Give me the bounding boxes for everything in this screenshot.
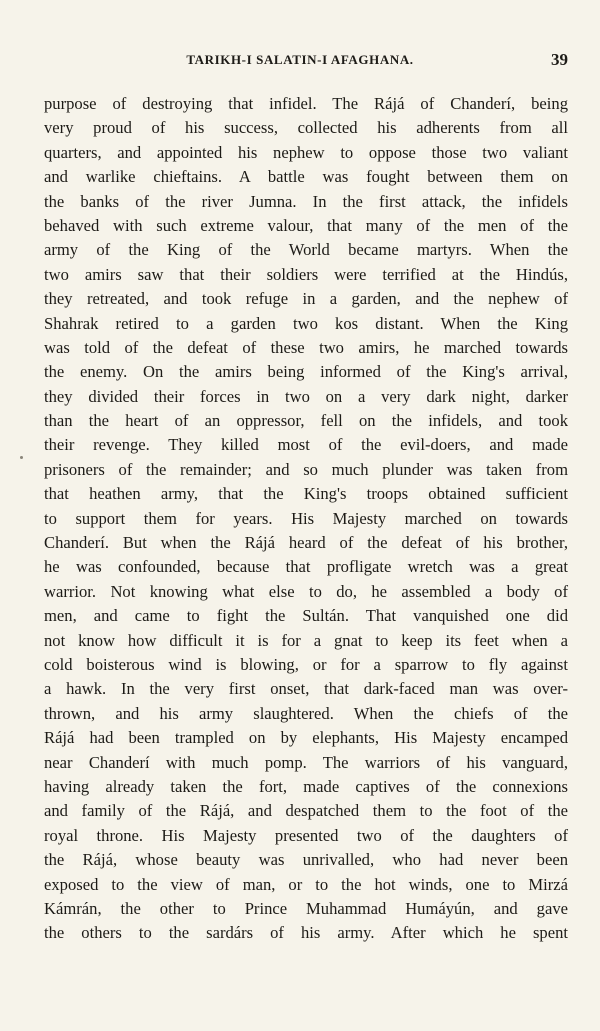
text-line: they retreated, and took refuge in a garden, and the nephew of <box>44 289 568 309</box>
text-line: cold boisterous wind is blowing, or for a sparrow to fly against <box>44 654 568 674</box>
text-line: the others to the sardárs of his army. After which he spent <box>44 923 568 943</box>
text-line: royal throne. His Majesty presented two of the daughters of <box>44 825 568 845</box>
running-title: TARIKH-I SALATIN-I AFAGHANA. <box>186 52 414 67</box>
text-line: very proud of his success, collected his adherents from all <box>44 118 568 138</box>
text-line: and warlike chieftains. A battle was fought between them on <box>44 167 568 187</box>
text-line: was told of the defeat of these two amirs, he marched towards <box>44 337 568 357</box>
text-line: men, and came to fight the Sultán. That vanquished one did <box>44 606 568 626</box>
text-line: the Rájá, whose beauty was unrivalled, who had never been <box>44 850 568 870</box>
text-line: warrior. Not knowing what else to do, he assembled a body of <box>44 581 568 601</box>
text-line: near Chanderí with much pomp. The warriors of his vanguard, <box>44 752 568 772</box>
text-line: the banks of the river Jumna. In the first attack, the infidels <box>44 191 568 211</box>
text-line: behaved with such extreme valour, that many of the men of the <box>44 215 568 235</box>
text-line: two amirs saw that their soldiers were terrified at the Hindús, <box>44 264 568 284</box>
text-line: Shahrak retired to a garden two kos distant. When the King <box>44 313 568 333</box>
text-line: that heathen army, that the King's troops obtained sufficient <box>44 484 568 504</box>
text-line: army of the King of the World became martyrs. When the <box>44 240 568 260</box>
text-line: a hawk. In the very first onset, that dark-faced man was over- <box>44 679 568 699</box>
text-line: prisoners of the remainder; and so much plunder was taken from <box>44 459 568 479</box>
text-line: having already taken the fort, made captives of the connexions <box>44 776 568 796</box>
text-line: thrown, and his army slaughtered. When the chiefs of the <box>44 703 568 723</box>
margin-dot <box>20 456 23 459</box>
text-line: to support them for years. His Majesty marched on towards <box>44 508 568 528</box>
text-line: Kámrán, the other to Prince Muhammad Humáyún, and gave <box>44 898 568 918</box>
body-text <box>44 92 568 946</box>
page-number: 39 <box>551 50 568 69</box>
text-line: the enemy. On the amirs being informed of the King's arrival, <box>44 362 568 382</box>
text-line: than the heart of an oppressor, fell on the infidels, and took <box>44 411 568 431</box>
text-line: Chanderí. But when the Rájá heard of the defeat of his brother, <box>44 533 568 553</box>
text-line: not know how difficult it is for a gnat to keep its feet when a <box>44 630 568 650</box>
text-line: quarters, and appointed his nephew to oppose those two valiant <box>44 142 568 162</box>
text-line: their revenge. They killed most of the evil-doers, and made <box>44 435 568 455</box>
page-header <box>0 52 600 72</box>
text-line: and family of the Rájá, and despatched them to the foot of the <box>44 801 568 821</box>
text-line: they divided their forces in two on a very dark night, darker <box>44 386 568 406</box>
text-line: purpose of destroying that infidel. The Rájá of Chanderí, being <box>44 94 568 113</box>
text-line: Rájá had been trampled on by elephants, His Majesty encamped <box>44 728 568 748</box>
text-line: exposed to the view of man, or to the hot winds, one to Mirzá <box>44 874 568 894</box>
text-line: he was confounded, because that profligate wretch was a great <box>44 557 568 577</box>
